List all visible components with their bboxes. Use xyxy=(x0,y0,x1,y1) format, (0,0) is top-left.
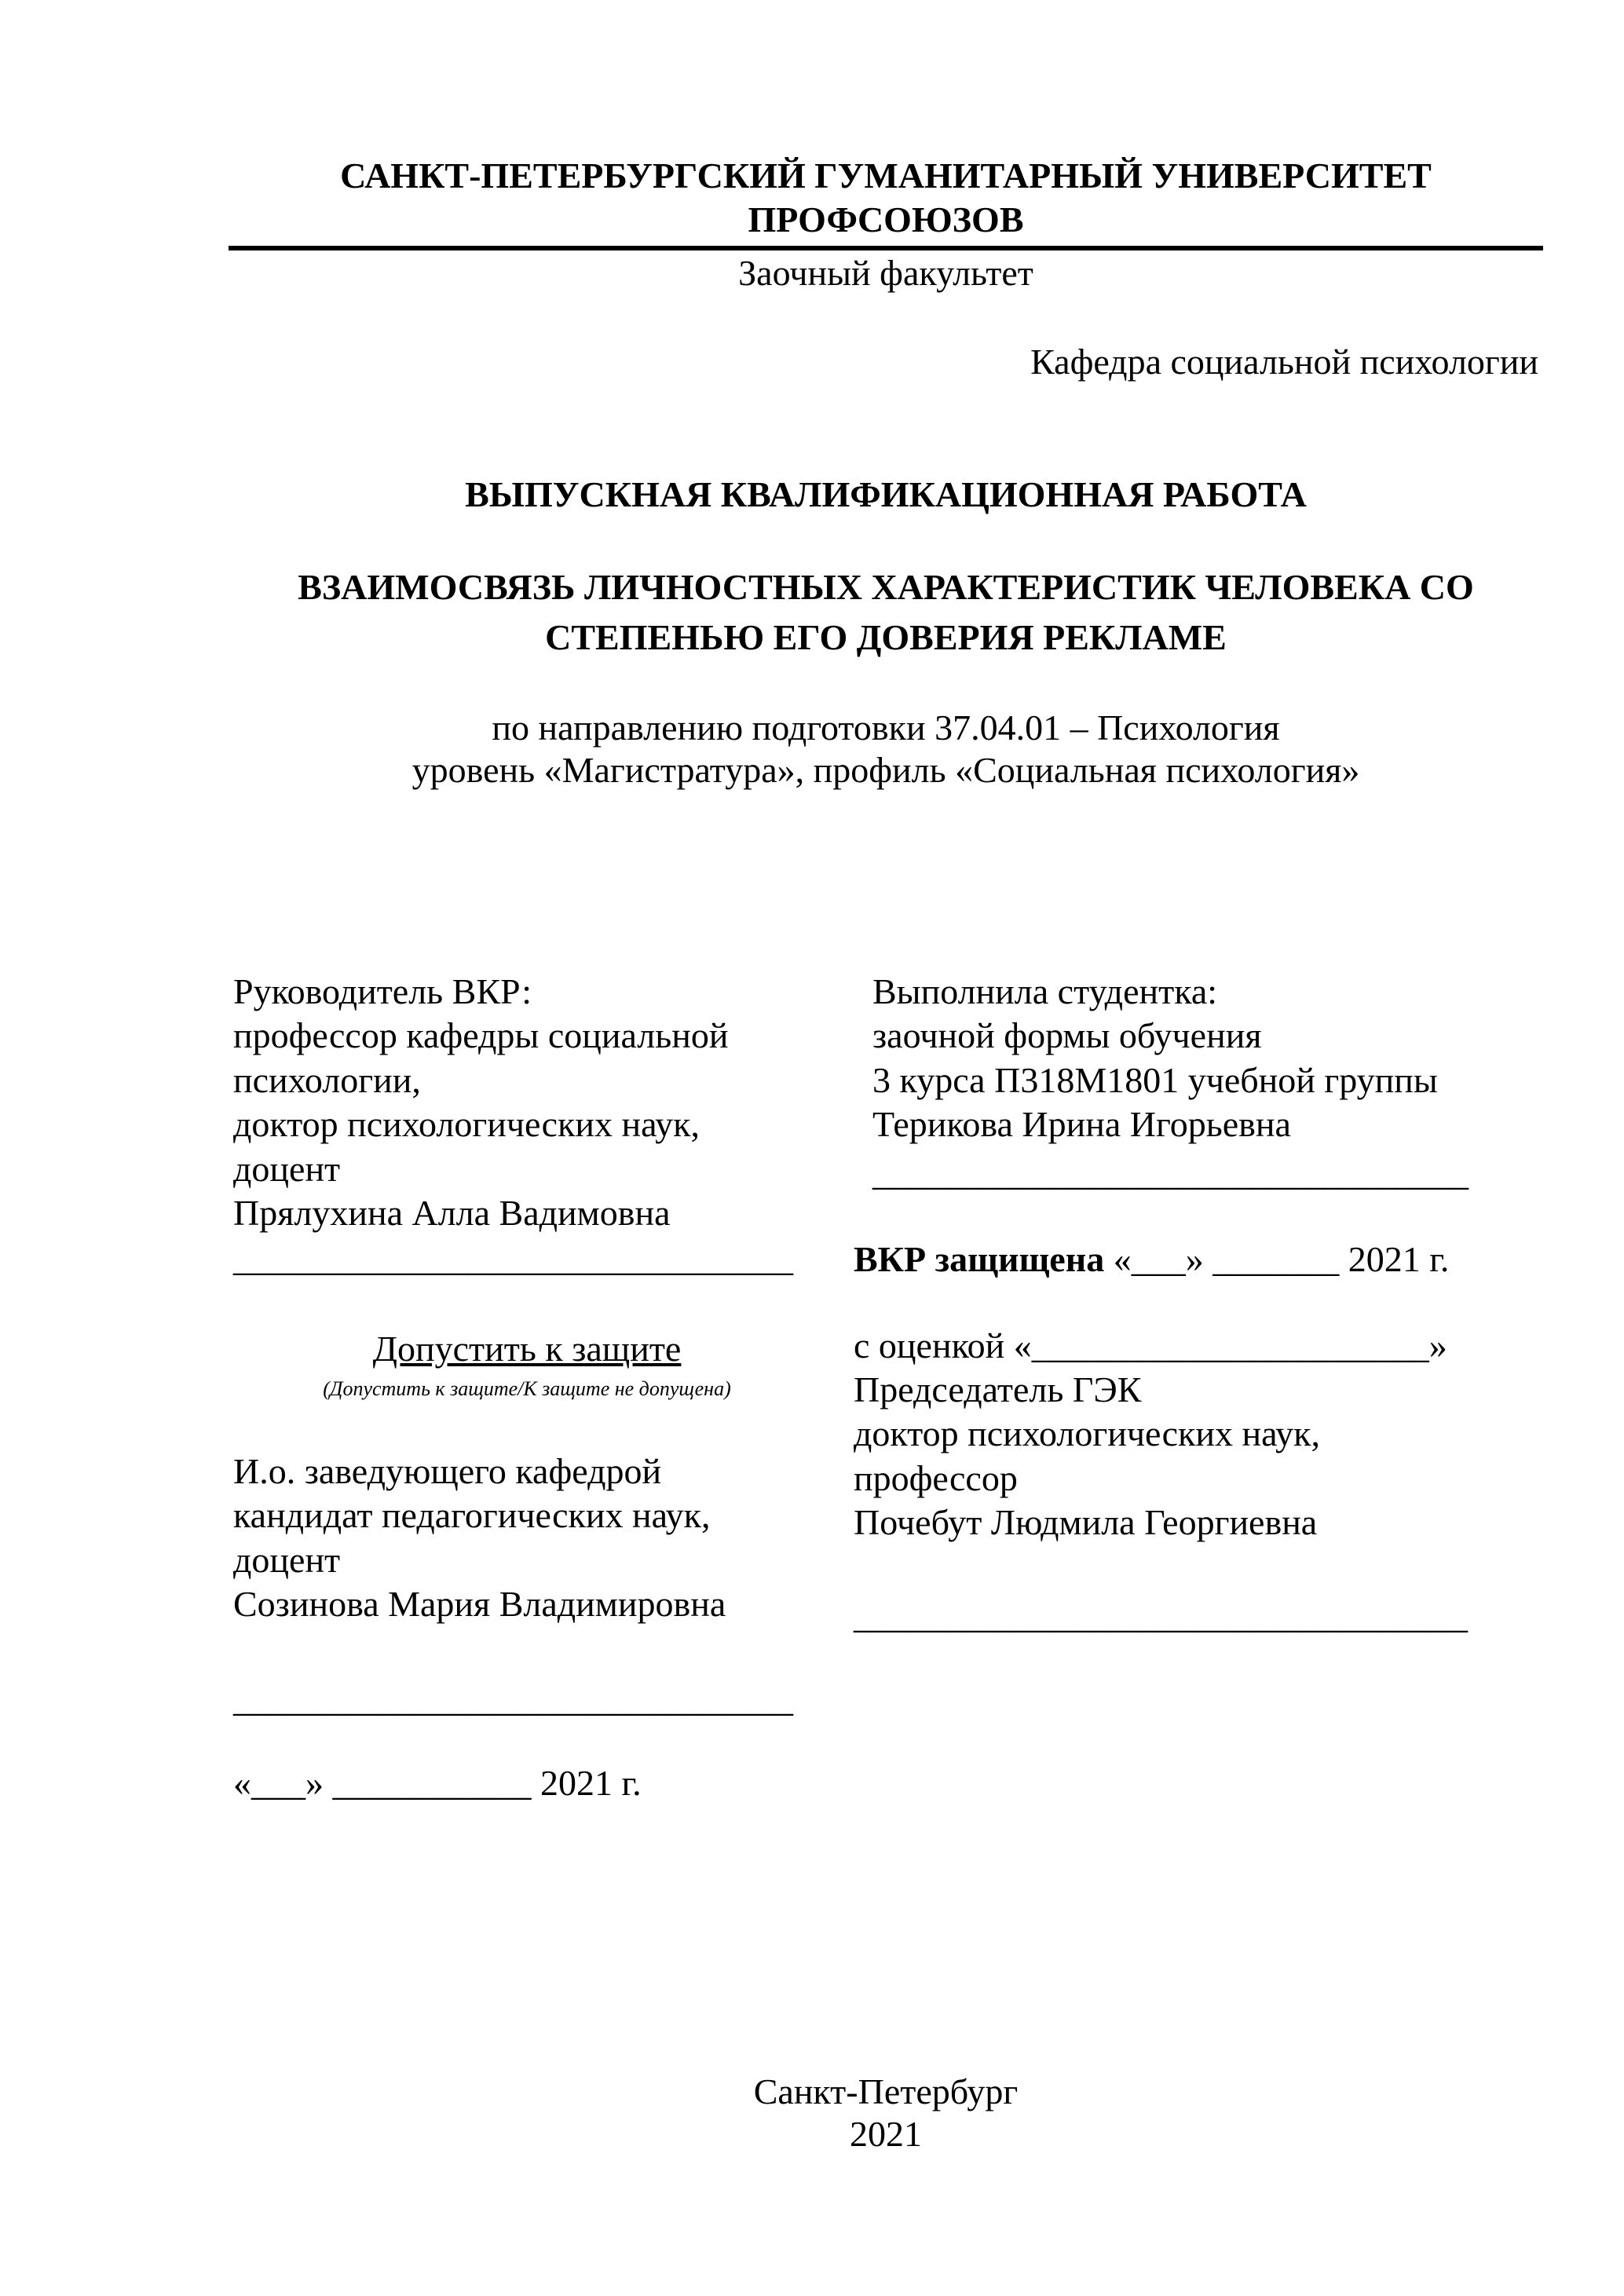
student-line: Выполнила студентка: xyxy=(872,971,1218,1011)
student-name: Терикова Ирина Игорьевна xyxy=(872,1104,1291,1145)
topic-line1: ВЗАИМОСВЯЗЬ ЛИЧНОСТНЫХ ХАРАКТЕРИСТИК ЧЕЛОВЕКА СО xyxy=(298,567,1474,607)
gek-line: профессор xyxy=(854,1457,1018,1498)
footer-year: 2021 xyxy=(850,2114,922,2154)
gek-chair-block xyxy=(854,1368,1320,1545)
faculty: Заочный факультет xyxy=(738,253,1033,293)
defense-date: «___» _______ 2021 г. xyxy=(1113,1239,1450,1279)
supervisor-line: психологии, xyxy=(233,1059,421,1100)
head-of-department-block xyxy=(233,1450,726,1627)
admission-decision: Допустить к защите xyxy=(372,1329,682,1369)
admission-date: «___» ___________ 2021 г. xyxy=(233,1763,642,1803)
header-divider xyxy=(229,246,1543,250)
student-line: заочной формы обучения xyxy=(872,1015,1262,1056)
footer-city: Санкт-Петербург xyxy=(753,2071,1019,2111)
study-direction: по направлению подготовки 37.04.01 – Психология xyxy=(492,707,1280,748)
university-name-line1: САНКТ-ПЕТЕРБУРГСКИЙ ГУМАНИТАРНЫЙ УНИВЕРСИТЕТ xyxy=(340,155,1432,196)
head-name: Созинова Мария Владимировна xyxy=(233,1584,726,1625)
supervisor-line: доктор психологических наук, xyxy=(233,1104,700,1145)
student-line: 3 курса П318М1801 учебной группы xyxy=(872,1059,1438,1100)
topic-line2: СТЕПЕНЬЮ ЕГО ДОВЕРИЯ РЕКЛАМЕ xyxy=(545,617,1227,657)
study-level: уровень «Магистратура», профиль «Социальная психология» xyxy=(411,750,1360,790)
work-type: ВЫПУСКНАЯ КВАЛИФИКАЦИОННАЯ РАБОТА xyxy=(465,474,1307,514)
university-name-line2: ПРОФСОЮЗОВ xyxy=(748,199,1024,239)
supervisor-block xyxy=(233,970,728,1235)
head-line: доцент xyxy=(233,1539,341,1580)
supervisor-signature-line: _______________________________ xyxy=(233,1238,793,1278)
gek-line: доктор психологических наук, xyxy=(854,1413,1321,1454)
defense-status xyxy=(854,1238,1449,1281)
supervisor-line: Руководитель ВКР: xyxy=(233,971,532,1011)
student-signature-line: _________________________________ xyxy=(872,1153,1469,1193)
defense-grade: с оценкой «______________________» xyxy=(854,1325,1447,1366)
gek-chair-name: Почебут Людмила Георгиевна xyxy=(854,1502,1318,1543)
gek-signature-line: __________________________________ xyxy=(854,1596,1468,1636)
head-line: И.о. заведующего кафедрой xyxy=(233,1451,662,1491)
head-signature-line: _______________________________ xyxy=(233,1679,793,1719)
defense-label: ВКР защищена xyxy=(854,1239,1105,1279)
student-block xyxy=(872,970,1438,1147)
head-line: кандидат педагогических наук, xyxy=(233,1495,711,1536)
gek-line: Председатель ГЭК xyxy=(854,1369,1142,1409)
department: Кафедра социальной психологии xyxy=(1030,342,1538,382)
admission-hint: (Допустить к защите/К защите не допущена) xyxy=(323,1377,731,1400)
supervisor-line: доцент xyxy=(233,1148,341,1189)
supervisor-line: профессор кафедры социальной xyxy=(233,1015,729,1056)
supervisor-name: Прялухина Алла Вадимовна xyxy=(233,1192,671,1233)
